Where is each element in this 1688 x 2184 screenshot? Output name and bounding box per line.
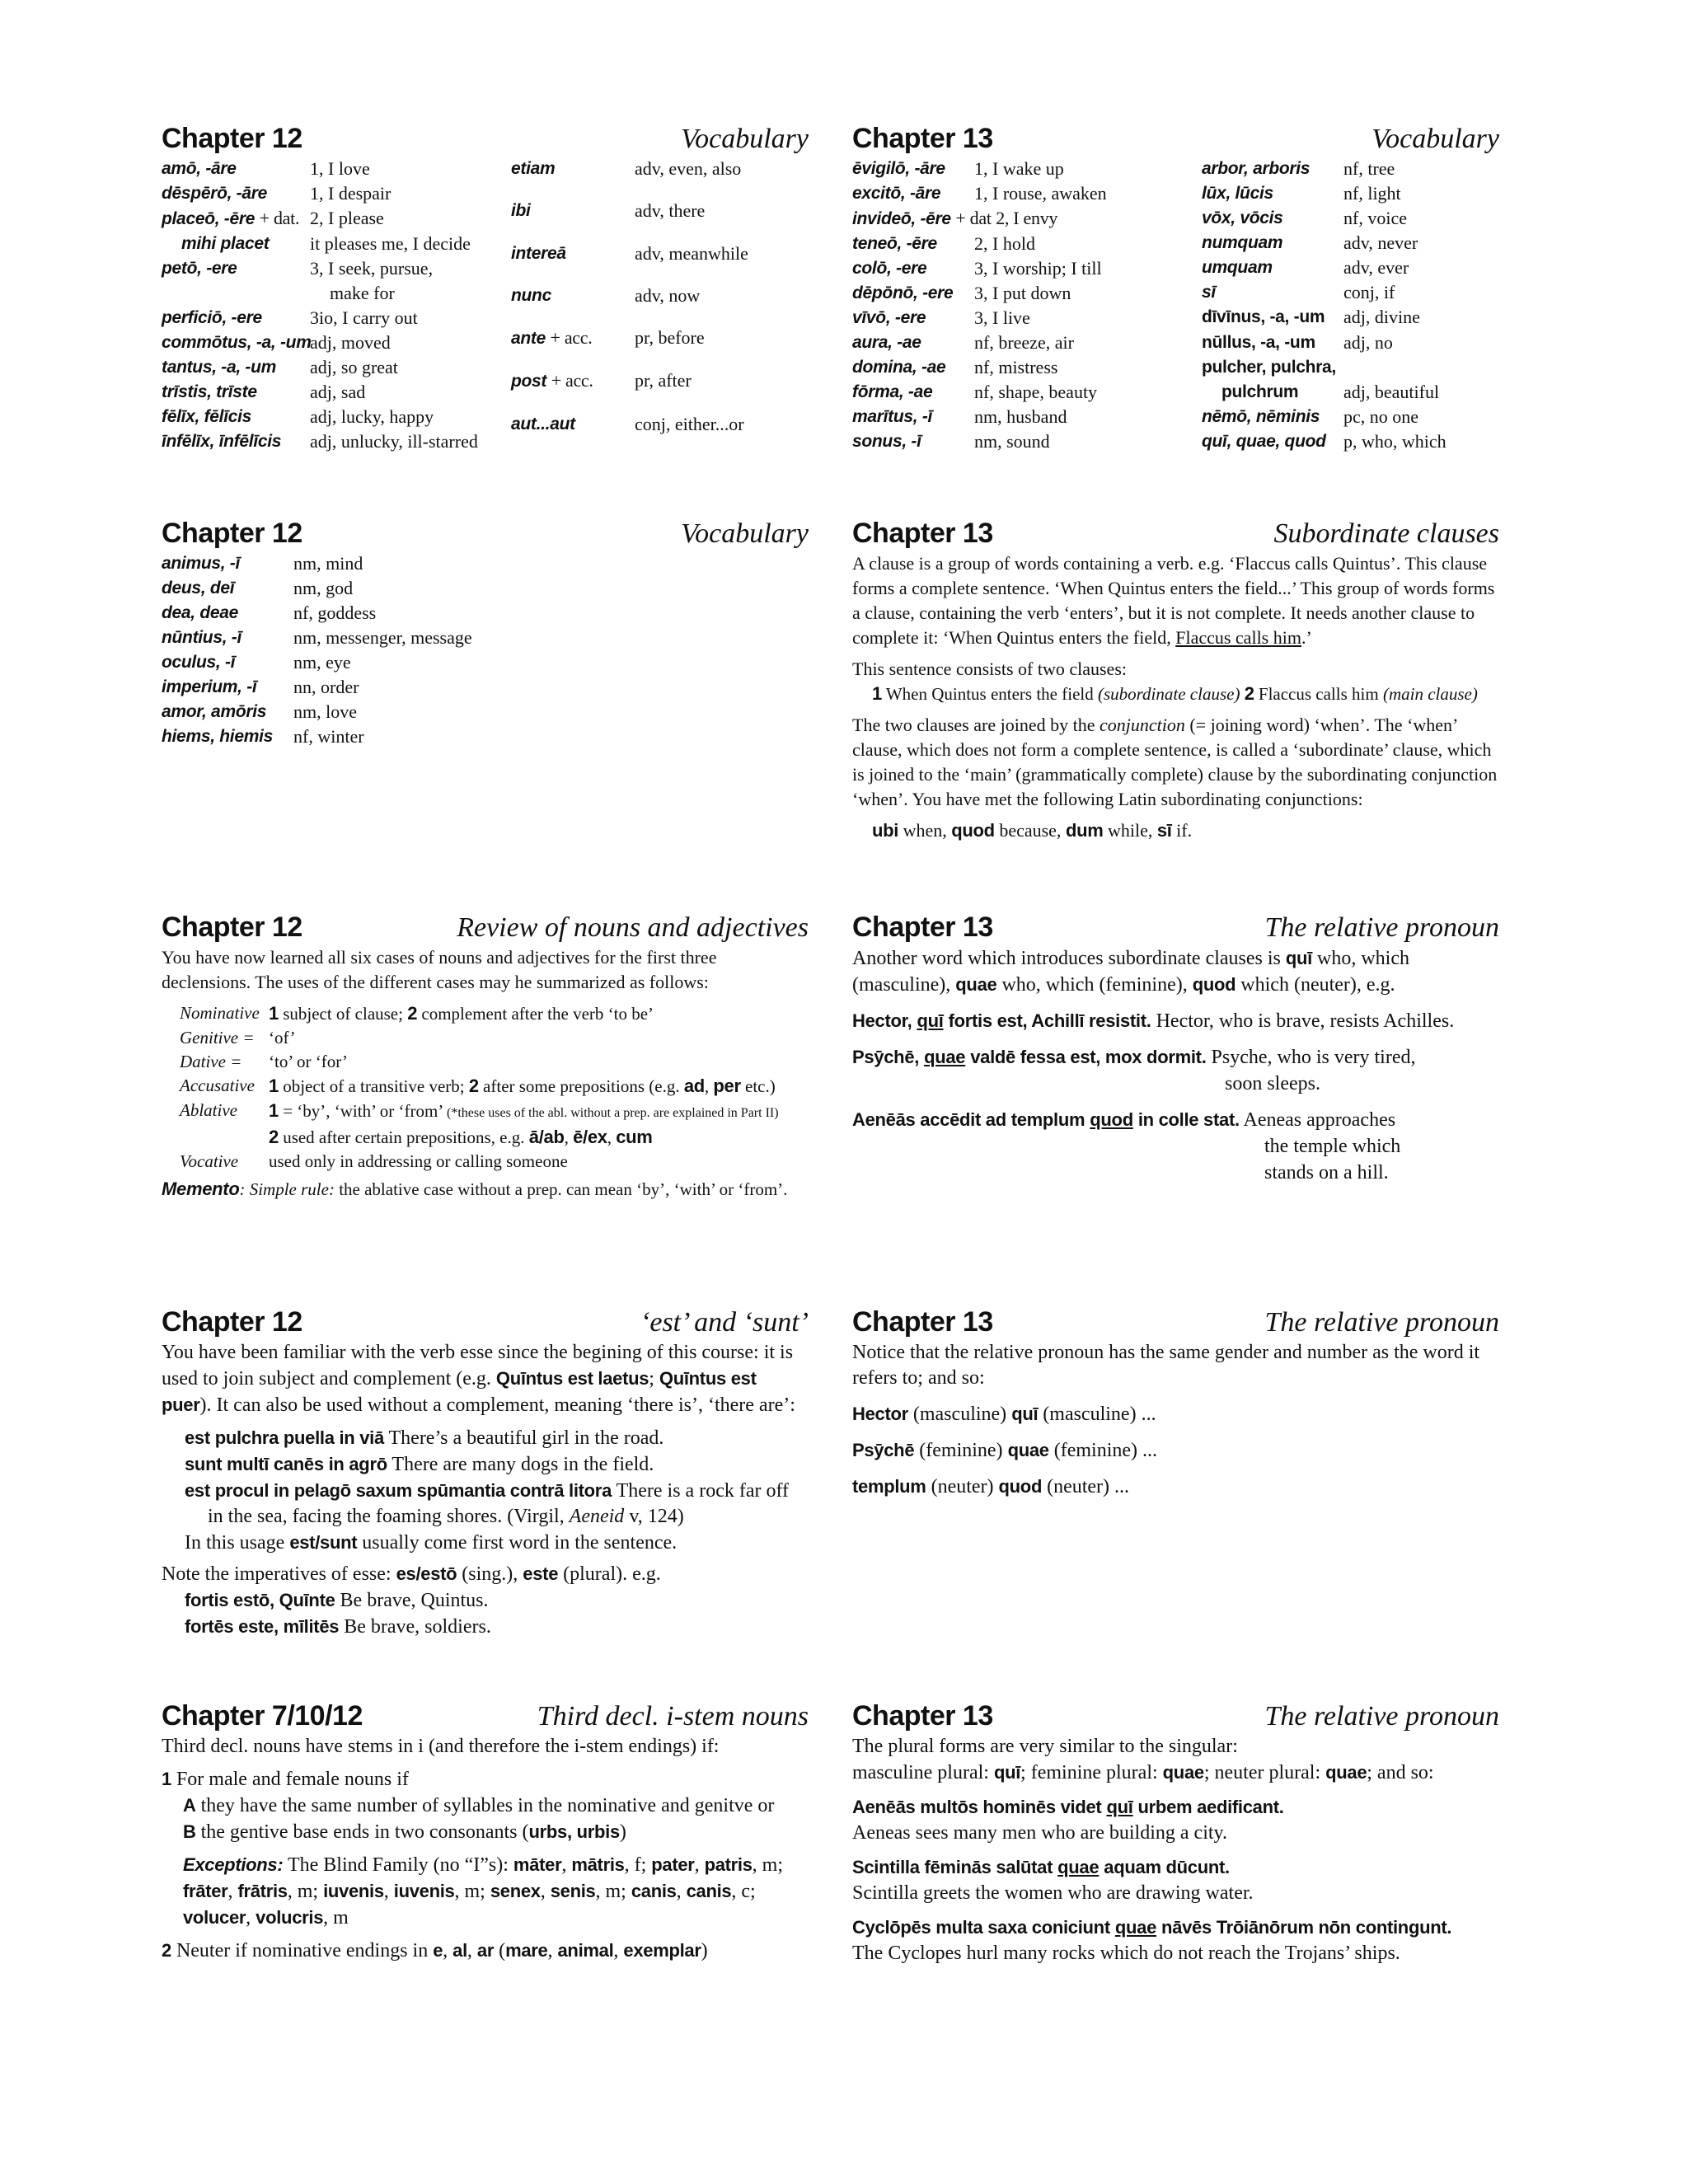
vocab-latin: dēpōnō, -ere (852, 284, 954, 302)
chapter-title: Chapter 12 (162, 1306, 302, 1338)
imperatives-note: Note the imperatives of esse: es/estō (sing.), este (plural). e.g. (162, 1563, 661, 1585)
vocab-latin (162, 281, 310, 306)
vocab-latin: etiam (511, 159, 556, 178)
vocab-def: nf, winter (293, 726, 364, 747)
vocab-def: 1, I wake up (974, 158, 1064, 179)
case-name: Dative = (180, 1052, 242, 1071)
vocab-def: nf, goddess (293, 602, 377, 623)
vocab-def: 3, I seek, pursue, (310, 258, 434, 279)
vocab-def: adv, ever (1343, 257, 1409, 279)
vocab-latin: umquam (1202, 258, 1273, 278)
example: Hector (masculine) quī (masculine) ... (852, 1404, 1156, 1425)
vocab-latin: marītus, -ī (852, 407, 933, 426)
vocab-latin: teneō, -ēre (852, 234, 937, 253)
chapter-title: Chapter 7/10/12 (162, 1700, 363, 1732)
vocab-def: conj, either...or (635, 413, 744, 434)
vocab-def (1343, 355, 1500, 380)
rule-1: 1 For male and female nouns if (162, 1769, 409, 1790)
topic-title: Review of nouns and adjectives (457, 912, 809, 943)
example: Psȳchē (feminine) quae (feminine) ... (852, 1440, 1158, 1461)
vocab-def: nf, voice (1343, 208, 1407, 229)
vocab-def: nm, love (293, 701, 357, 722)
vocab-def: pr, after (635, 370, 692, 391)
vocab-def: adj, lucky, happy (310, 406, 434, 427)
vocab-latin: īnfēlīx, īnfēlīcis (162, 432, 282, 451)
vocab-def: adv, meanwhile (635, 242, 748, 264)
vocab-def: nf, mistress (974, 357, 1058, 377)
vocab-latin: pulcher, pulchra, (1202, 357, 1336, 377)
example: fortēs este, mīlitēs Be brave, soldiers. (185, 1616, 491, 1638)
vocab-latin: amō, -āre (162, 159, 237, 178)
paragraph: You have been familiar with the verb esse since the begining of this course: it is used to join subject and complement (e.g. Quīntus est laetus; Quīntus est puer). It can also be used without a complement, meaning ‘there is’, ‘there are’: (162, 1342, 795, 1416)
vocab-latin: sī (1202, 283, 1216, 302)
vocab-latin: lūx, lūcis (1202, 184, 1273, 204)
vocab-latin: nūntius, -ī (162, 628, 242, 647)
card-header (162, 513, 809, 551)
vocab-def: 3, I put down (974, 283, 1071, 303)
chapter-title: Chapter 12 (162, 518, 302, 549)
vocab-def: adj, unlucky, ill-starred (310, 431, 478, 452)
topic-title: Vocabulary (681, 124, 809, 154)
vocab-latin: vīvō, -ere (852, 308, 926, 327)
card-header (852, 1302, 1499, 1340)
example: Aenēās accēdit ad templum quod in colle stat. Aeneas approaches the temple which stands on a hill. (852, 1109, 1401, 1183)
vocab-def: adj, so great (310, 357, 398, 377)
vocab-latin: ibi (511, 201, 531, 221)
case-use: 1 subject of clause; 2 complement after the verb ‘to be’ (269, 1003, 654, 1024)
vocab-list (162, 551, 809, 749)
card-ch12-vocabulary-nouns (162, 513, 809, 749)
vocab-latin: fēlīx, fēlīcis (162, 407, 252, 426)
vocab-def: nm, sound (974, 431, 1050, 452)
vocab-latin: arbor, arboris (1202, 159, 1311, 178)
vocab-latin: imperium, -ī (162, 677, 257, 696)
case-name: Accusative (180, 1076, 255, 1095)
conjunction-list: ubi when, quod because, dum while, sī if. (872, 820, 1193, 841)
vocab-def: adj, no (1343, 331, 1393, 353)
vocab-def: adj, moved (310, 332, 391, 353)
card-ch12-est-sunt (162, 1302, 809, 1640)
card-header (162, 907, 809, 945)
vocab-def: adv, never (1343, 232, 1418, 254)
card-header (852, 119, 1499, 157)
vocab-def: adj, sad (310, 382, 366, 402)
vocab-latin: nūllus, -a, -um (1202, 332, 1315, 352)
vocab-latin: dea, deae (162, 603, 239, 622)
card-ch13-subordinate-clauses (852, 513, 1499, 850)
case-name: Ablative (180, 1100, 237, 1120)
vocab-latin: oculus, -ī (162, 653, 236, 672)
paragraph: A clause is a group of words containing a verb. e.g. ‘Flaccus calls Quintus’. This clause forms a complete sentence. ‘When Quintus enters the field...’ This group of words forms a clause, containing the verb ‘enters’, but it is not complete. It needs another clause to complete it: ‘When Quintus enters the field, Flaccus calls him.’ (852, 553, 1495, 648)
example: Aenēās multōs hominēs videt quī urbem aedificant. Aeneas sees many men who are building a city. (852, 1797, 1284, 1844)
example: templum (neuter) quod (neuter) ... (852, 1476, 1130, 1497)
vocab-def: 3io, I carry out (310, 307, 418, 328)
topic-title: ‘est’ and ‘sunt’ (640, 1307, 809, 1338)
vocab-list-right (511, 157, 799, 454)
vocab-def: nm, mind (293, 553, 363, 574)
case-use: used only in addressing or calling someone (269, 1151, 568, 1171)
vocab-latin: tantus, -a, -um (162, 358, 277, 377)
card-body (162, 1734, 809, 1964)
vocab-latin: aut...aut (511, 414, 575, 434)
chapter-title: Chapter 12 (162, 912, 302, 943)
vocab-def: p, who, which (1343, 430, 1447, 452)
card-body (162, 1340, 809, 1640)
vocab-latin: hiems, hiemis (162, 727, 273, 746)
vocab-def: nn, order (293, 677, 359, 697)
vocab-latin: mihi placet (181, 234, 270, 253)
card-header (852, 513, 1499, 551)
vocab-latin: colō, -ere (852, 259, 927, 278)
chapter-title: Chapter 13 (852, 1700, 993, 1732)
vocab-latin: amor, amōris (162, 702, 267, 721)
case-name: Genitive = (180, 1028, 255, 1047)
topic-title: Third decl. i-stem nouns (537, 1701, 809, 1732)
vocab-def: adv, now (635, 284, 701, 306)
topic-title: Subordinate clauses (1273, 518, 1499, 549)
example: Cyclōpēs multa saxa coniciunt quae nāvēs Trōiānōrum nōn contingunt. The Cyclopes hurl many rocks which do not reach the Trojans’ ships. (852, 1917, 1452, 1964)
example: est pulchra puella in viā There’s a beautiful girl in the road. (185, 1427, 664, 1449)
paragraph: Another word which introduces subordinate clauses is quī who, which (masculine), quae who, which (feminine), quod which (neuter), e.g. (852, 948, 1409, 996)
example: Psȳchē, quae valdē fessa est, mox dormit. Psyche, who is very tired, soon sleeps. (852, 1047, 1416, 1094)
vocab-def: 2, I please (310, 208, 384, 228)
card-body (852, 551, 1499, 843)
case-name: Vocative (180, 1151, 239, 1171)
vocab-def: adj, divine (1343, 307, 1420, 328)
chapter-title: Chapter 13 (852, 123, 993, 154)
vocab-latin: fōrma, -ae (852, 382, 933, 401)
chapter-title: Chapter 13 (852, 1306, 993, 1338)
vocab-latin: numquam (1202, 233, 1283, 253)
vocab-latin: nēmō, nēminis (1202, 406, 1320, 426)
topic-title: Vocabulary (681, 518, 809, 549)
card-ch13-vocabulary (852, 119, 1499, 454)
card-header (852, 907, 1499, 945)
vocab-def: 1, I despair (310, 183, 392, 204)
paragraph: This sentence consists of two clauses: (852, 658, 1127, 679)
vocab-def: nf, shape, beauty (974, 382, 1098, 402)
vocab-def: 2, I envy (996, 208, 1058, 228)
card-header (852, 1696, 1499, 1734)
example-block (162, 1587, 809, 1640)
vocab-latin: ante + acc. (511, 327, 593, 349)
vocab-def: 1, I rouse, awaken (974, 183, 1107, 204)
vocab-def: 2, I hold (974, 233, 1035, 254)
vocab-def: adv, there (635, 200, 706, 222)
vocab-latin: excitō, -āre (852, 184, 941, 203)
vocab-def: nm, eye (293, 652, 351, 673)
rule-2: 2 Neuter if nominative endings in e, al, ar (mare, animal, exemplar) (162, 1940, 708, 1961)
case-use: ‘of’ (269, 1028, 296, 1047)
case-name: Nominative (180, 1003, 260, 1023)
topic-title: Vocabulary (1372, 124, 1499, 154)
case-use: 2 used after certain prepositions, e.g. ā/ab, ē/ex, cum (269, 1127, 653, 1147)
topic-title: The relative pronoun (1264, 1307, 1499, 1338)
example: Scintilla fēminās salūtat quae aquam dūcunt. Scintilla greets the women who are drawing water. (852, 1857, 1254, 1904)
vocab-def: nm, god (293, 578, 354, 598)
card-ch12-review-cases (162, 907, 809, 1208)
vocab-def: it pleases me, I decide (310, 233, 471, 254)
example: Hector, quī fortis est, Achillī resistit. Hector, who is brave, resists Achilles. (852, 1010, 1455, 1032)
vocab-latin: perficiō, -ere (162, 308, 262, 327)
topic-title: The relative pronoun (1264, 912, 1499, 943)
vocab-def: nm, messenger, message (293, 627, 472, 648)
vocab-def: pr, before (635, 327, 705, 349)
card-body (852, 1340, 1499, 1500)
case-use: ‘to’ or ‘for’ (269, 1052, 349, 1071)
paragraph: You have now learned all six cases of nouns and adjectives for the first three declensions. The uses of the different cases may he summarized as follows: (162, 947, 717, 992)
vocab-def: 1, I love (310, 158, 370, 179)
vocab-latin: ēvigilō, -āre (852, 159, 945, 178)
vocab-def: 3, I worship; I till (974, 258, 1102, 279)
vocab-latin: deus, deī (162, 579, 235, 598)
paragraph: The two clauses are joined by the conjunction (= joining word) ‘when’. The ‘when’ clause, which does not form a complete sentence, is called a ‘subordinate’ clause, which is joined to the ‘main’ (grammatically complete) clause by the subordinating conjunction ‘when’. You have met the following Latin subordinating conjunctions: (852, 715, 1498, 809)
card-ch13-relative-pronoun-1 (852, 907, 1499, 1186)
paragraph: masculine plural: quī; feminine plural: quae; neuter plural: quae; and so: (852, 1762, 1434, 1783)
vocab-latin: invideō, -ēre + dat 2, I envy (852, 208, 1058, 228)
card-ch7-10-12-i-stem-nouns (162, 1696, 809, 1964)
usage-note: In this usage est/sunt usually come first word in the sentence. (185, 1532, 678, 1554)
example: est procul in pelagō saxum spūmantia contrā litora There is a rock far off in the sea, facing the foaming shores. (Virgil, Aeneid v, 124) (185, 1480, 790, 1527)
chapter-title: Chapter 13 (852, 518, 993, 549)
paragraph: Third decl. nouns have stems in i (and therefore the i-stem endings) if: (162, 1736, 720, 1757)
card-header (162, 1302, 809, 1340)
card-ch13-relative-pronoun-3 (852, 1696, 1499, 1966)
vocab-def: nf, breeze, air (974, 332, 1074, 353)
vocab-latin: domina, -ae (852, 358, 946, 377)
vocab-latin: animus, -ī (162, 554, 241, 573)
vocab-latin: sonus, -ī (852, 432, 921, 451)
vocab-def: conj, if (1343, 282, 1395, 303)
chapter-title: Chapter 12 (162, 123, 302, 154)
rule-1-sub: A they have the same number of syllables in the nominative and genitve or B the gentive base ends in two consonants (urbs, urbis) Exceptions: The Blind Family (no “I”s): māter, mātris, f; pater, patris, m; frāter, frātris, m; iuvenis, iuvenis, m; senex, senis, m; canis, canis, c; volucer, volucris, m (162, 1793, 809, 1931)
vocab-latin: intereā (511, 243, 566, 263)
card-body (852, 945, 1499, 1186)
vocab-def: make for (330, 283, 395, 303)
vocab-latin: commōtus, -a, -um (162, 333, 312, 352)
vocab-latin: nunc (511, 285, 551, 305)
vocab-latin: pulchrum (1221, 382, 1299, 401)
vocab-def: pc, no one (1343, 405, 1419, 427)
card-ch12-vocabulary-verbs (162, 119, 809, 454)
example: sunt multī canēs in agrō There are many dogs in the field. (185, 1454, 654, 1475)
vocab-latin: post + acc. (511, 370, 593, 391)
vocab-latin: quī, quae, quod (1202, 431, 1326, 451)
card-header (162, 119, 809, 157)
example: fortis estō, Quīnte Be brave, Quintus. (185, 1590, 489, 1611)
vocab-def: nf, tree (1343, 158, 1395, 179)
case-use: 1 = ‘by’, ‘with’ or ‘from’ (*these uses of the abl. without a prep. are explained in Part II) (269, 1100, 779, 1121)
vocab-def: nm, husband (974, 406, 1067, 427)
chapter-title: Chapter 13 (852, 912, 993, 943)
card-body (852, 1734, 1499, 1966)
paragraph: The plural forms are very similar to the singular: (852, 1736, 1238, 1757)
vocab-latin: dēspērō, -āre (162, 184, 267, 203)
exceptions: Exceptions: The Blind Family (no “I”s): māter, mātris, f; pater, patris, m; frāter, frātris, m; iuvenis, iuvenis, m; senex, senis, m; canis, canis, c; volucer, volucris, m (183, 1854, 784, 1929)
vocab-latin: dīvīnus, -a, -um (1202, 307, 1325, 327)
card-header (162, 1696, 809, 1734)
vocab-latin: trīstis, trīste (162, 382, 257, 401)
topic-title: The relative pronoun (1264, 1701, 1499, 1732)
card-ch13-relative-pronoun-2 (852, 1302, 1499, 1507)
vocab-latin: aura, -ae (852, 333, 921, 352)
memento: Memento: Simple rule: the ablative case without a prep. can mean ‘by’, ‘with’ or ‘from’. (162, 1179, 788, 1199)
vocab-latin: placeō, -ēre + dat. (162, 208, 300, 228)
vocab-latin: petō, -ere (162, 259, 237, 278)
vocab-list-right (1202, 157, 1500, 454)
paragraph: Notice that the relative pronoun has the same gender and number as the word it refers to; and so: (852, 1342, 1480, 1389)
vocab-list-left (852, 157, 1198, 454)
vocab-def: nf, light (1343, 183, 1401, 204)
example-line: 1 When Quintus enters the field (subordinate clause) 2 Flaccus calls him (main clause) (872, 683, 1478, 704)
vocab-def: adv, even, also (635, 158, 742, 179)
vocab-def: 3, I live (974, 307, 1030, 328)
vocab-def: adj, beautiful (1343, 381, 1440, 402)
vocab-list-left (162, 157, 508, 454)
example-block (162, 1425, 809, 1556)
card-body (162, 945, 809, 1202)
vocab-latin: vōx, vōcis (1202, 209, 1283, 228)
case-table (180, 1001, 809, 1174)
case-use: 1 object of a transitive verb; 2 after some prepositions (e.g. ad, per etc.) (269, 1076, 776, 1096)
